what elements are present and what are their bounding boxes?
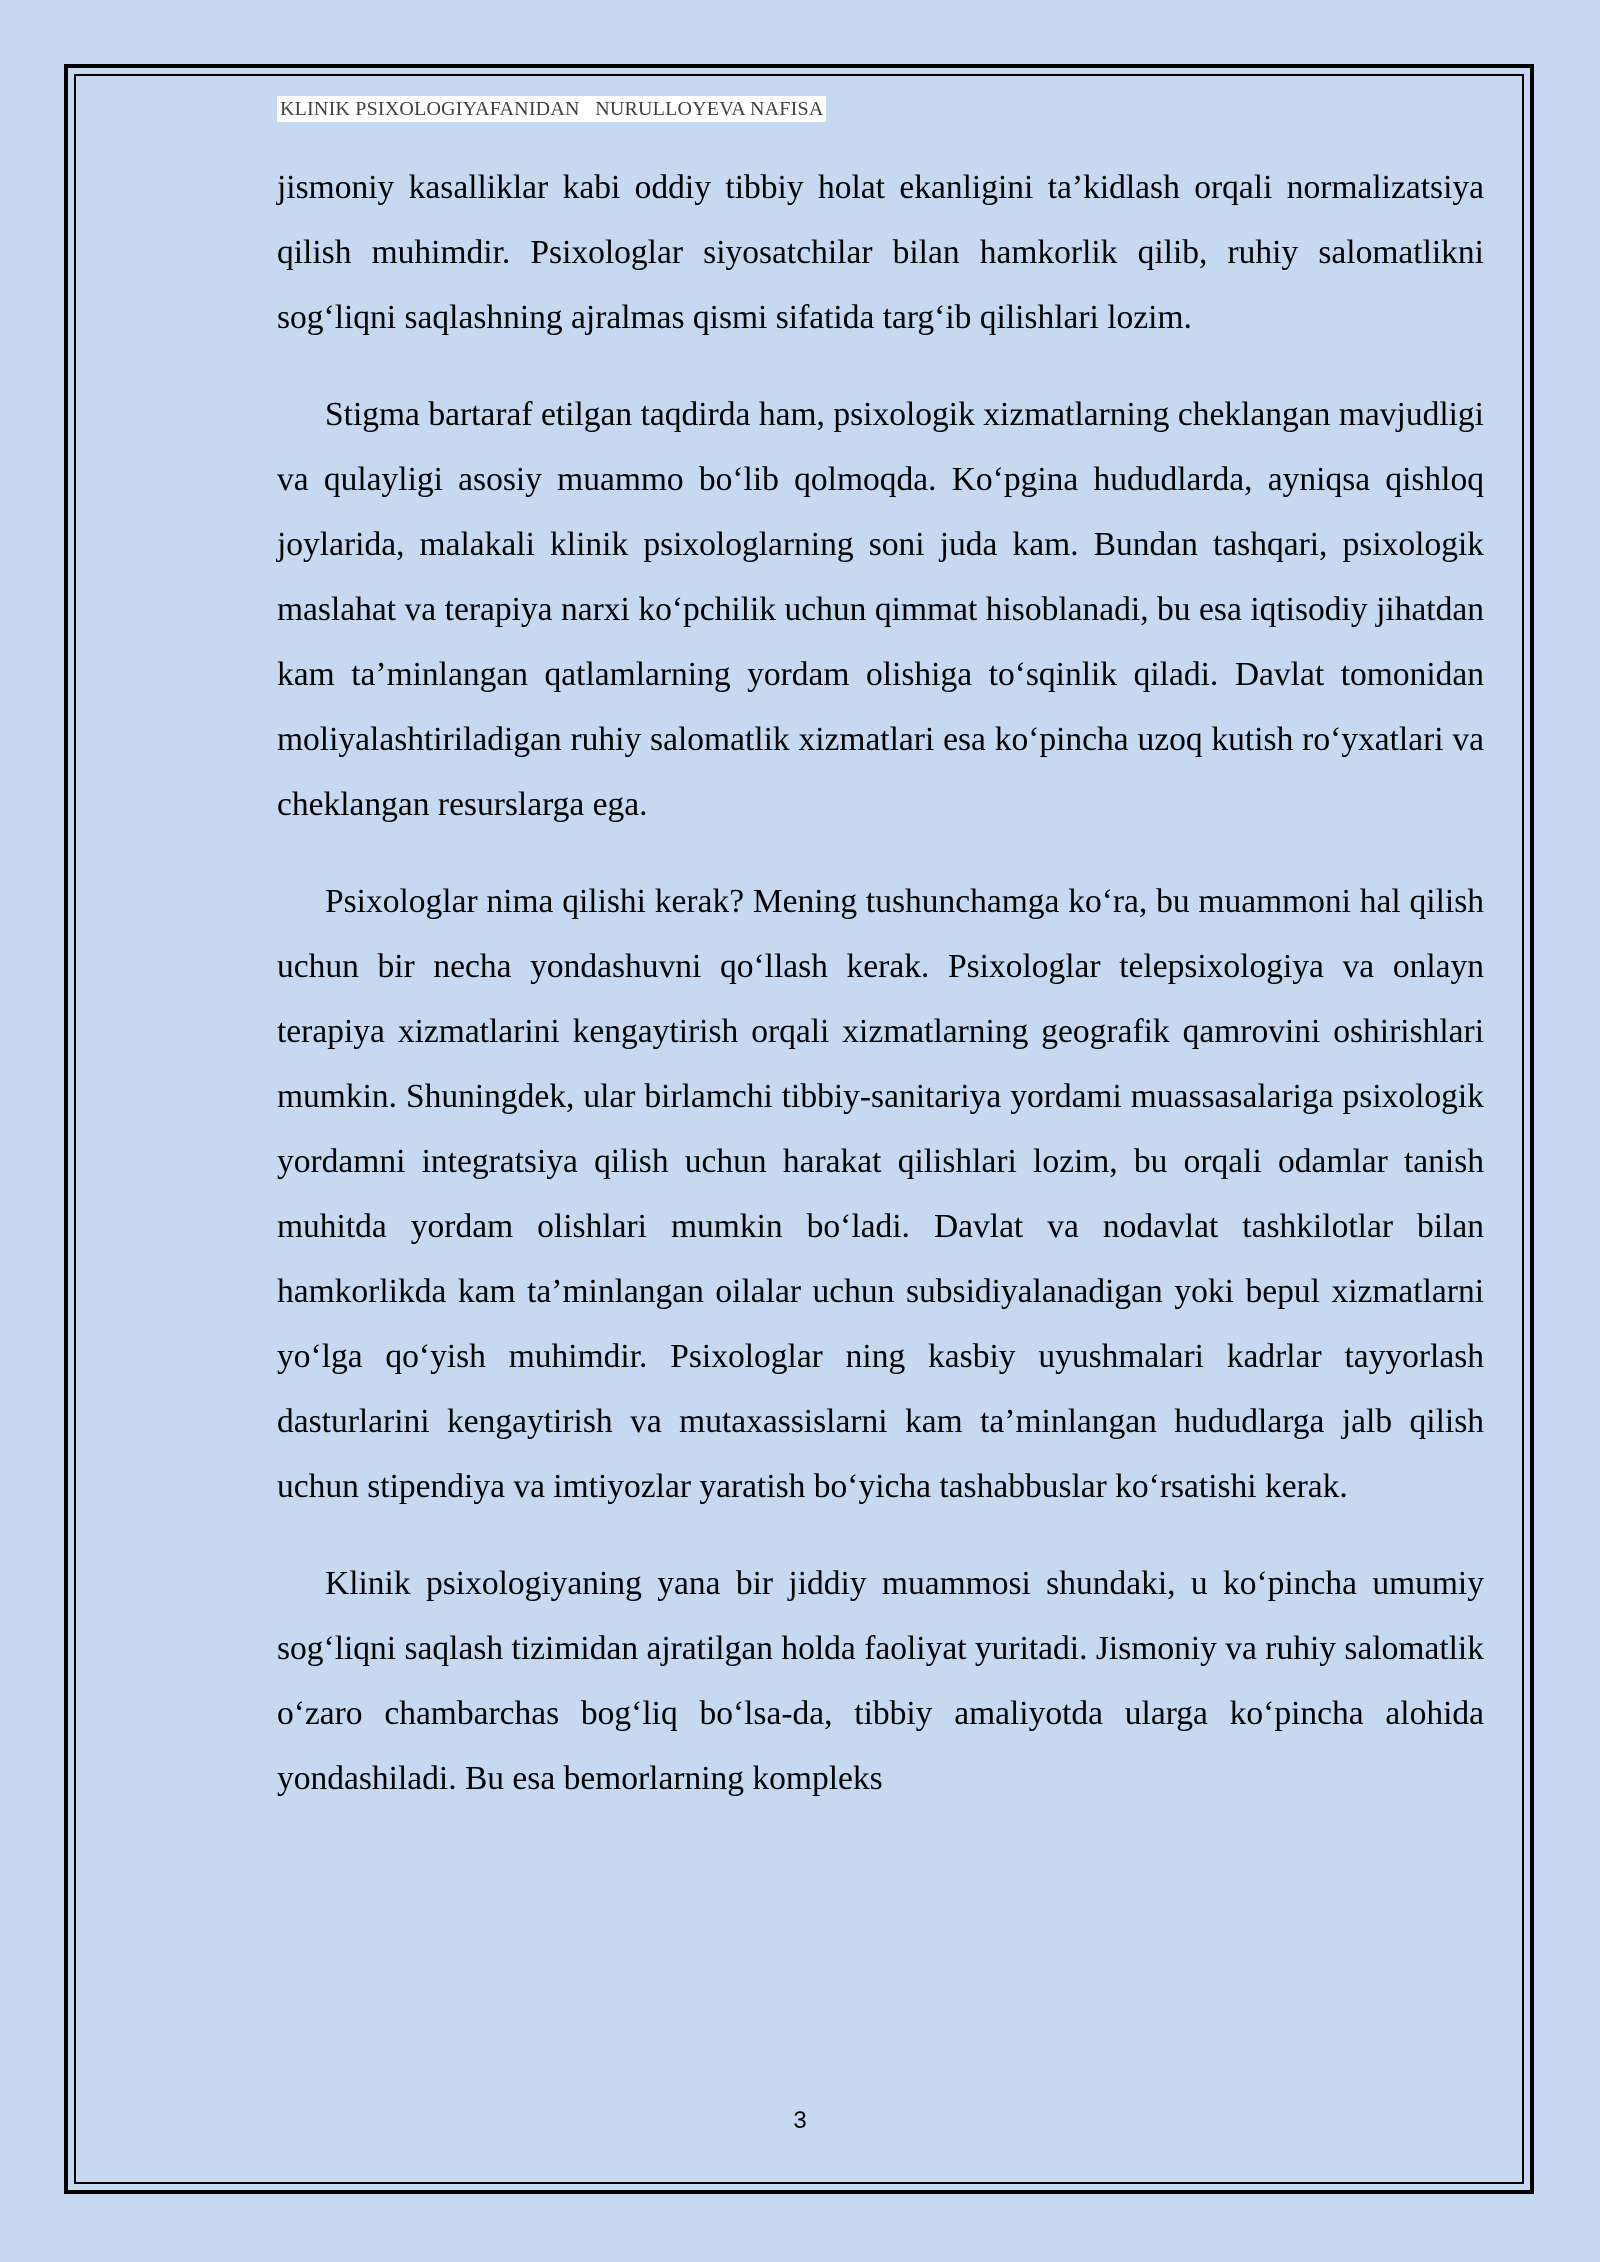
- paragraph-1: jismoniy kasalliklar kabi oddiy tibbiy holat ekanligini ta’kidlash orqali normalizatsiya qilish muhimdir. Psixologlar siyosatchilar bilan hamkorlik qilib, ruhiy salomatlikni sog‘liqni saqlashning ajralmas qismi sifatida targ‘ib qilishlari lozim.: [277, 169, 1484, 336]
- page-number: 3: [793, 2107, 807, 2134]
- paragraph-3: Psixologlar nima qilishi kerak? Mening tushunchamga ko‘ra, bu muammoni hal qilish uchun bir necha yondashuvni qo‘llash kerak. Psixologlar telepsixologiya va onlayn terapiya xizmatlarini kengaytirish orqali xizmatlarning geografik qamrovini oshirishlari mumkin. Shuningdek, ular birlamchi tibbiy-sanitariya yordami muassasalariga psixologik yordamni integratsiya qilish uchun harakat qilishlari lozim, bu orqali odamlar tanish muhitda yordam olishlari mumkin bo‘ladi. Davlat va nodavlat tashkilotlar bilan hamkorlikda kam ta’minlangan oilalar uchun subsidiyalanadigan yoki bepul xizmatlarni yo‘lga qo‘yish muhimdir. Psixologlar ning kasbiy uyushmalari kadrlar tayyorlash dasturlarini kengaytirish va mutaxassislarni kam ta’minlangan hududlarga jalb qilish uchun stipendiya va imtiyozlar yaratish bo‘yicha tashabbuslar ko‘rsatishi kerak.: [277, 883, 1484, 1505]
- paragraph-2: Stigma bartaraf etilgan taqdirda ham, psixologik xizmatlarning cheklangan mavjudligi va qulayligi asosiy muammo bo‘lib qolmoqda. Ko‘pgina hududlarda, ayniqsa qishloq joylarida, malakali klinik psixologlarning soni juda kam. Bundan tashqari, psixologik maslahat va terapiya narxi ko‘pchilik uchun qimmat hisoblanadi, bu esa iqtisodiy jihatdan kam ta’minlangan qatlamlarning yordam olishiga to‘sqinlik qiladi. Davlat tomonidan moliyalashtiriladigan ruhiy salomatlik xizmatlari esa ko‘pincha uzoq kutish ro‘yxatlari va cheklangan resurslarga ega.: [277, 396, 1484, 823]
- running-header: KLINIK PSIXOLOGIYAFANIDAN NURULLOYEVA NAFISA: [277, 96, 826, 122]
- paragraph-4: Klinik psixologiyaning yana bir jiddiy muammosi shundaki, u ko‘pincha umumiy sog‘liqni saqlash tizimidan ajratilgan holda faoliyat yuritadi. Jismoniy va ruhiy salomatlik o‘zaro chambarchas bog‘liq bo‘lsa-da, tibbiy amaliyotda ularga ko‘pincha alohida yondashiladi. Bu esa bemorlarning kompleks: [277, 1565, 1484, 1797]
- document-body: [277, 155, 1484, 1843]
